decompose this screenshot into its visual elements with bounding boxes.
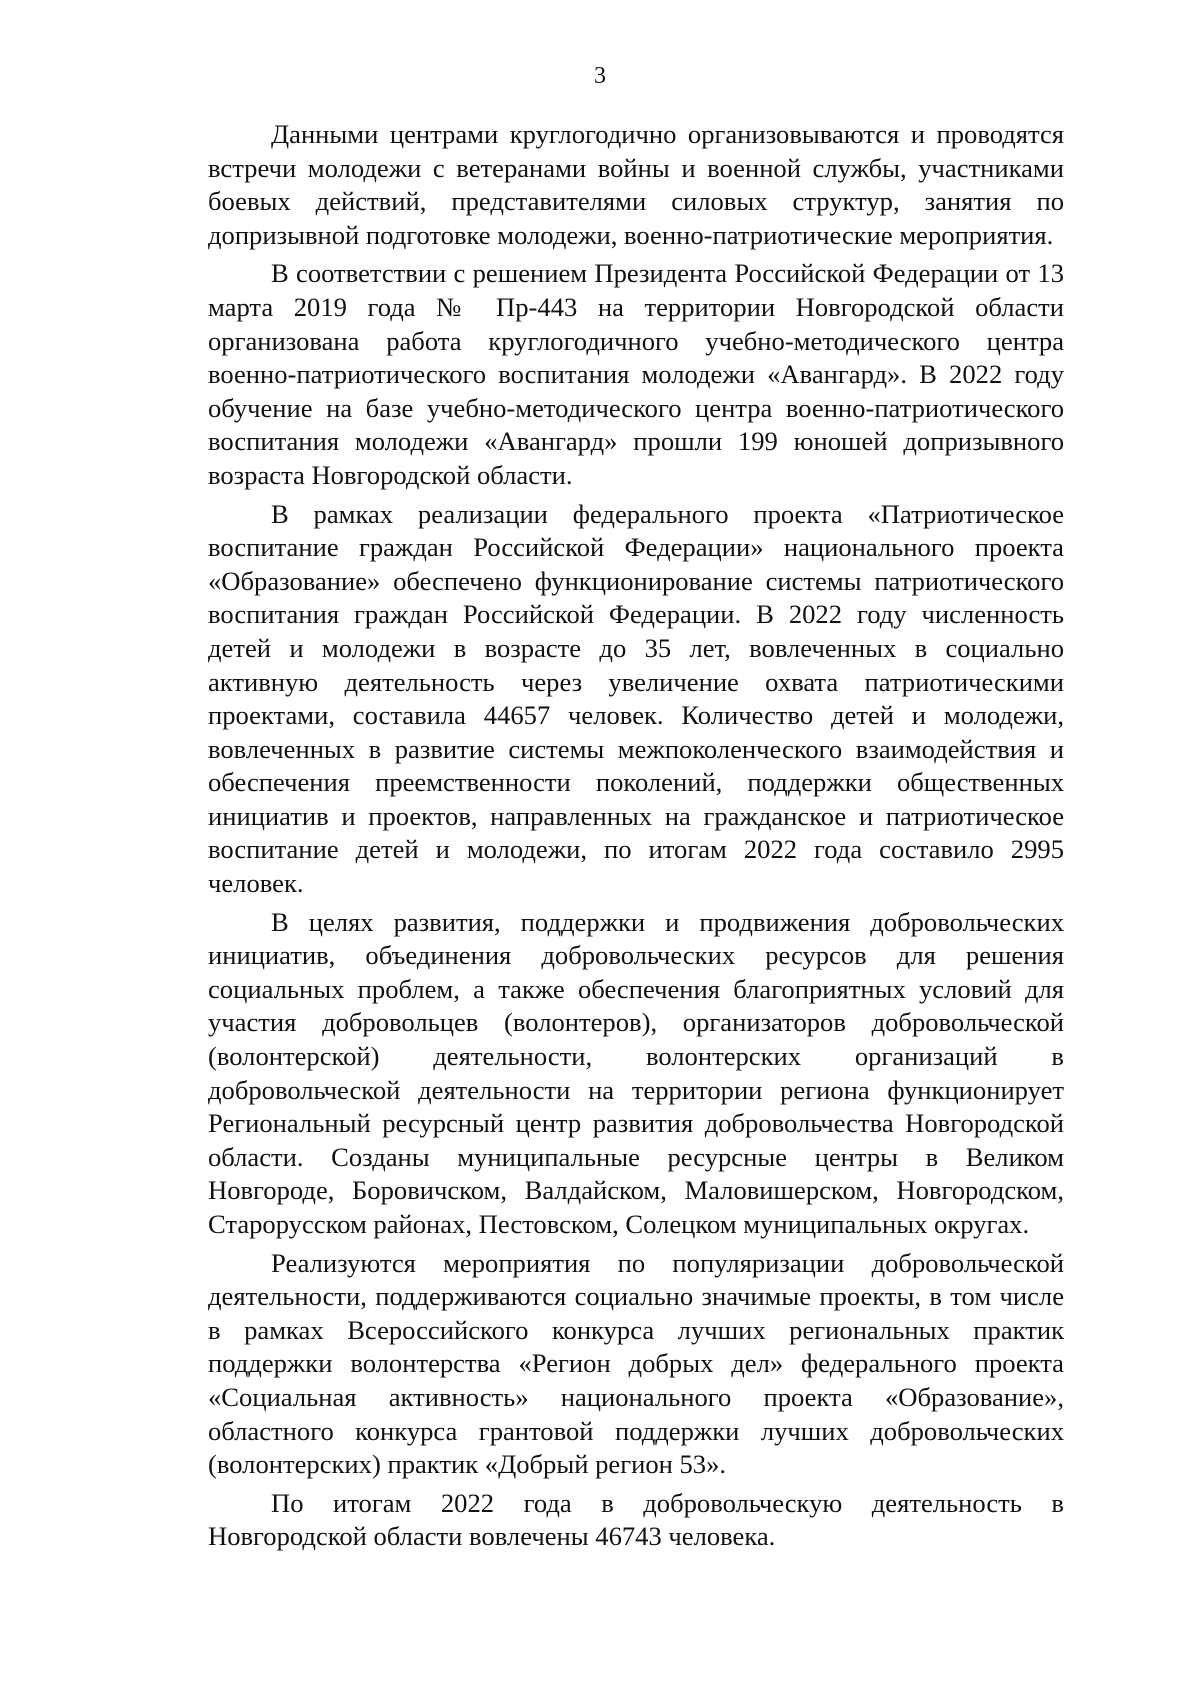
document-body	[208, 118, 1064, 1554]
paragraph-youth-centers: Данными центрами круглогодично организовываются и проводятся встречи молодежи с ветеранами войны и военной службы, участниками боевых действий, представителями силовых структур, занятия по допризывной подготовке молодежи, военно-патриотические мероприятия.	[208, 119, 1064, 250]
paragraph-volunteer-totals: По итогам 2022 года в добровольческую деятельность в Новгородской области вовлечены 46743 человека.	[208, 1487, 1064, 1552]
paragraph-avangard-center: В соответствии с решением Президента Российской Федерации от 13 марта 2019 года № Пр-443 на территории Новгородской области организована работа круглогодичного учебно-методического центра военно-патриотического воспитания молодежи «Авангард». В 2022 году обучение на базе учебно-методического центра военно-патриотического воспитания молодежи «Авангард» прошли 199 юношей допризывного возраста Новгородской области.	[208, 258, 1064, 490]
paragraph-volunteer-events: Реализуются мероприятия по популяризации добровольческой деятельности, поддерживаются социально значимые проекты, в том числе в рамках Всероссийского конкурса лучших региональных практик поддержки волонтерства «Регион добрых дел» федерального проекта «Социальная активность» национального проекта «Образование», областного конкурса грантовой поддержки лучших добровольческих (волонтерских) практик «Добрый регион 53».	[208, 1247, 1064, 1480]
page-number: 3	[594, 63, 606, 89]
paragraph-patriotic-project: В рамках реализации федерального проекта «Патриотическое воспитание граждан Российской Федерации» национального проекта «Образование» обеспечено функционирование системы патриотического воспитания граждан Российской Федерации. В 2022 году численность детей и молодежи в возрасте до 35 лет, вовлеченных в социально активную деятельность через увеличение охвата патриотическими проектами, составила 44657 человек. Количество детей и молодежи, вовлеченных в развитие системы межпоколенческого взаимодействия и обеспечения преемственности поколений, поддержки общественных инициатив и проектов, направленных на гражданское и патриотическое воспитание детей и молодежи, по итогам 2022 года составило 2995 человек.	[208, 498, 1064, 899]
paragraph-volunteer-resource-center: В целях развития, поддержки и продвижения добровольческих инициатив, объединения добровольческих ресурсов для решения социальных проблем, а также обеспечения благоприятных условий для участия добровольцев (волонтеров), организаторов добровольческой (волонтерской) деятельности, волонтерских организаций в добровольческой деятельности на территории региона функционирует Региональный ресурсный центр развития добровольчества Новгородской области. Созданы муниципальные ресурсные центры в Великом Новгороде, Боровичском, Валдайском, Маловишерском, Новгородском, Старорусском районах, Пестовском, Солецком муниципальных округах.	[208, 906, 1064, 1239]
